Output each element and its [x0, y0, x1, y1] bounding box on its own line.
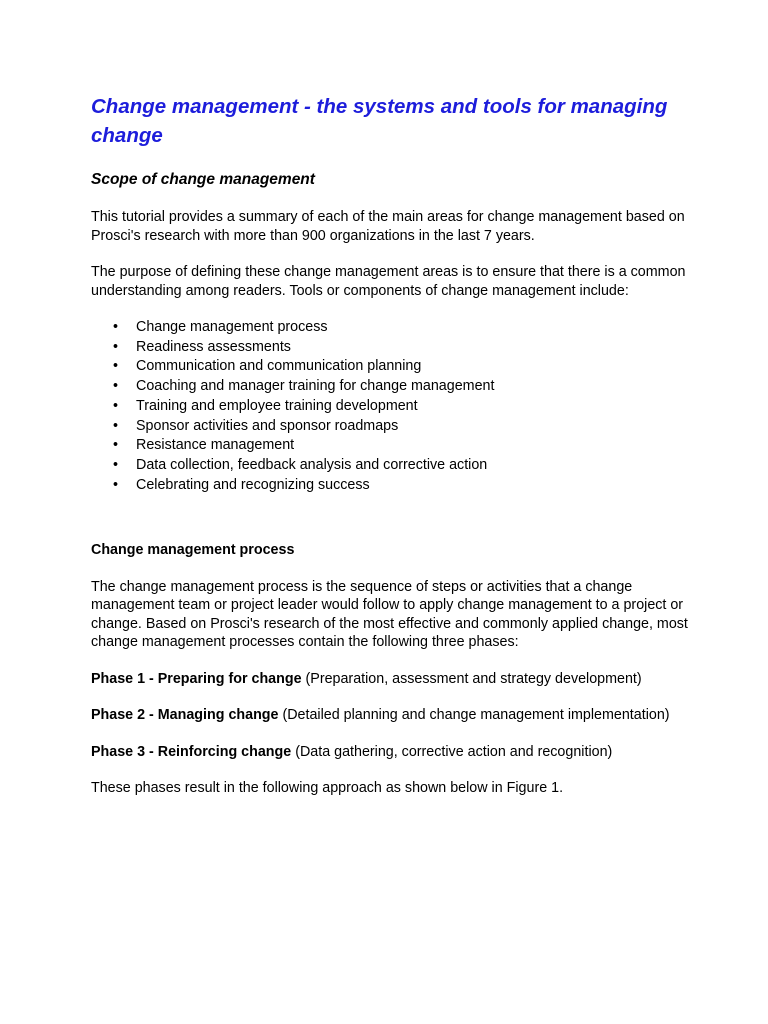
bullet-icon: •: [113, 358, 119, 375]
bullet-icon: •: [113, 397, 119, 414]
list-item: [113, 476, 691, 496]
phase-1-paragraph: [91, 670, 691, 689]
list-item: [113, 377, 691, 397]
list-item-text: Resistance management: [136, 437, 295, 454]
list-item-text: Training and employee training development: [136, 397, 418, 414]
section-subtitle: Scope of change management: [91, 171, 315, 188]
bullet-icon: •: [113, 456, 119, 473]
list-item: [113, 338, 691, 358]
list-item: [113, 397, 691, 417]
approach-paragraph: These phases result in the following approach as shown below in Figure 1.: [91, 780, 564, 797]
list-item: [113, 456, 691, 476]
list-item: [113, 357, 691, 377]
bullet-icon: •: [113, 319, 119, 335]
phase-description: (Data gathering, corrective action and recognition): [291, 743, 613, 760]
list-item-text: Coaching and manager training for change management: [136, 378, 495, 395]
phase-2-paragraph: [91, 706, 691, 725]
bullet-icon: •: [113, 417, 119, 434]
components-list: [91, 318, 691, 495]
document-page: [91, 92, 691, 798]
phase-3-paragraph: [91, 743, 691, 762]
list-item-text: Change management process: [136, 319, 328, 335]
bullet-icon: •: [113, 338, 119, 355]
list-item-text: Communication and communication planning: [136, 358, 422, 375]
list-item: [113, 318, 691, 338]
phase-label: Phase 2 - Managing change: [91, 707, 279, 724]
list-item: [113, 417, 691, 437]
purpose-paragraph: The purpose of defining these change management areas is to ensure that there is a common understanding among readers. Tools or components of change management include:: [91, 264, 686, 299]
bullet-icon: •: [113, 476, 119, 493]
list-item: [113, 436, 691, 456]
list-item-text: Celebrating and recognizing success: [136, 476, 370, 493]
phase-label: Phase 1 - Preparing for change: [91, 670, 302, 687]
bullet-icon: •: [113, 378, 119, 395]
page-title: Change management - the systems and tools for managing change: [91, 95, 668, 147]
phase-description: (Detailed planning and change management implementation): [278, 707, 670, 724]
intro-paragraph: This tutorial provides a summary of each of the main areas for change management based on Prosci's research with more than 900 organizations in the last 7 years.: [91, 209, 685, 244]
bullet-icon: •: [113, 437, 119, 454]
list-item-text: Sponsor activities and sponsor roadmaps: [136, 417, 399, 434]
phase-label: Phase 3 - Reinforcing change: [91, 743, 292, 760]
process-paragraph: The change management process is the sequence of steps or activities that a change management team or project leader would follow to apply change management to a project or change. Based on Prosci's research of the most effective and commonly applied change, most change management processes contain the following three phases:: [91, 578, 688, 651]
list-item-text: Data collection, feedback analysis and corrective action: [136, 456, 488, 473]
phase-description: (Preparation, assessment and strategy development): [301, 670, 642, 687]
list-item-text: Readiness assessments: [136, 338, 291, 355]
process-heading: Change management process: [91, 542, 295, 559]
